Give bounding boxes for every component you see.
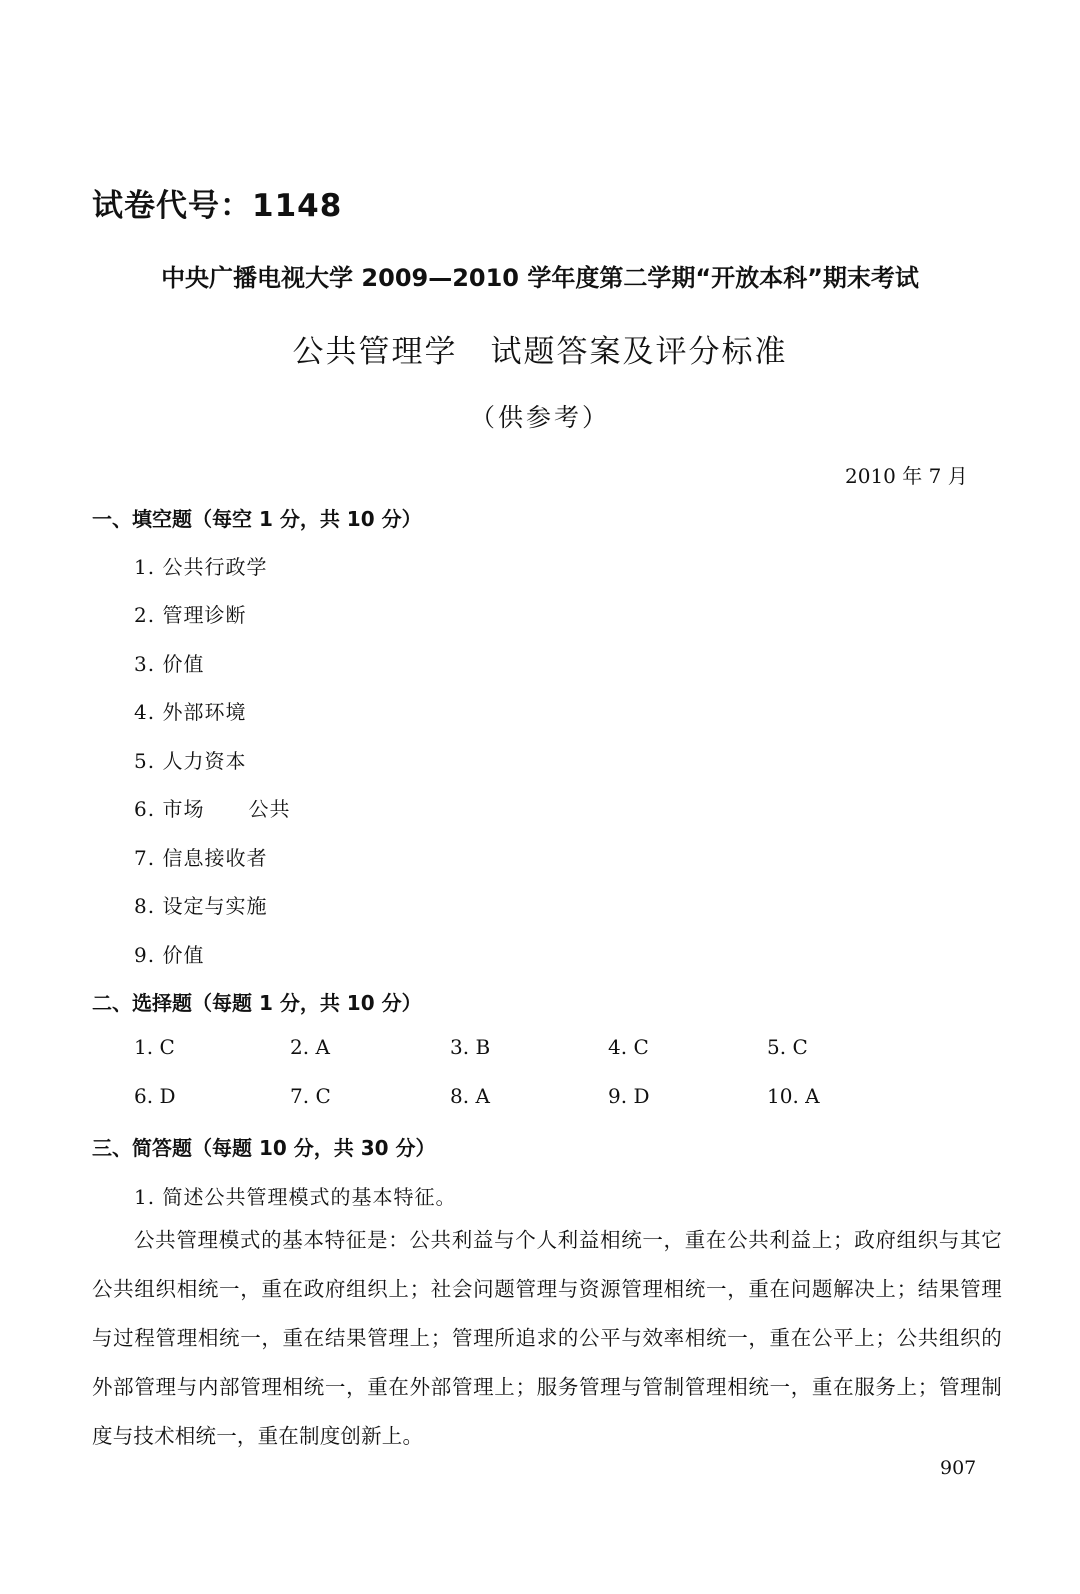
fill-blank-answer: 1. 公共行政学 xyxy=(134,555,268,579)
short-answer-paragraph: 公共管理模式的基本特征是：公共利益与个人利益相统一，重在公共利益上；政府组织与其它公共组织相统一，重在政府组织上；社会问题管理与资源管理相统一，重在问题解决上；结果管理与过程管理相统一，重在结果管理上；管理所追求的公平与效率相统一，重在公平上；公共组织的外部管理与内部管理相统一，重在外部管理上；服务管理与管制管理相统一，重在服务上；管理制度与技术相统一，重在制度创新上。 xyxy=(92,1228,1002,1448)
choice-answer: 2. A xyxy=(290,1035,330,1059)
choice-answer: 6. D xyxy=(134,1084,176,1108)
short-answer-question: 1. 简述公共管理模式的基本特征。 xyxy=(134,1185,457,1209)
reference-note: （供参考） xyxy=(469,403,610,432)
fill-blank-answer: 3. 价值 xyxy=(134,652,205,676)
choice-answer: 10. A xyxy=(767,1084,820,1108)
fill-blank-answer-part: 公共 xyxy=(248,797,291,821)
choice-answer: 7. C xyxy=(290,1084,331,1108)
fill-blank-answer: 4. 外部环境 xyxy=(134,700,247,724)
fill-blank-answer: 9. 价值 xyxy=(134,943,205,967)
choice-answer: 9. D xyxy=(608,1084,650,1108)
choice-answer: 8. A xyxy=(450,1084,490,1108)
exam-date: 2010 年 7 月 xyxy=(845,464,968,488)
fill-blank-answer-part: 6. 市场 xyxy=(134,797,205,821)
paper-code: 试卷代号：1148 xyxy=(92,188,343,224)
exam-title: 中央广播电视大学 2009—2010 学年度第二学期“开放本科”期末考试 xyxy=(161,264,919,292)
choice-answer: 3. B xyxy=(450,1035,491,1059)
page-number: 907 xyxy=(940,1457,977,1479)
document-title: 公共管理学 试题答案及评分标准 xyxy=(292,334,788,370)
section-heading-fill-blank: 一、填空题（每空 1 分，共 10 分） xyxy=(92,507,422,531)
fill-blank-answer: 8. 设定与实施 xyxy=(134,894,268,918)
choice-answer: 5. C xyxy=(767,1035,808,1059)
fill-blank-answer xyxy=(134,793,290,822)
fill-blank-answer: 7. 信息接收者 xyxy=(134,846,268,870)
fill-blank-answer: 2. 管理诊断 xyxy=(134,603,247,627)
section-heading-short-answer: 三、简答题（每题 10 分，共 30 分） xyxy=(92,1136,436,1160)
choice-answer: 4. C xyxy=(608,1035,649,1059)
choice-answer: 1. C xyxy=(134,1035,175,1059)
section-heading-multiple-choice: 二、选择题（每题 1 分，共 10 分） xyxy=(92,991,422,1015)
fill-blank-answer: 5. 人力资本 xyxy=(134,749,247,773)
